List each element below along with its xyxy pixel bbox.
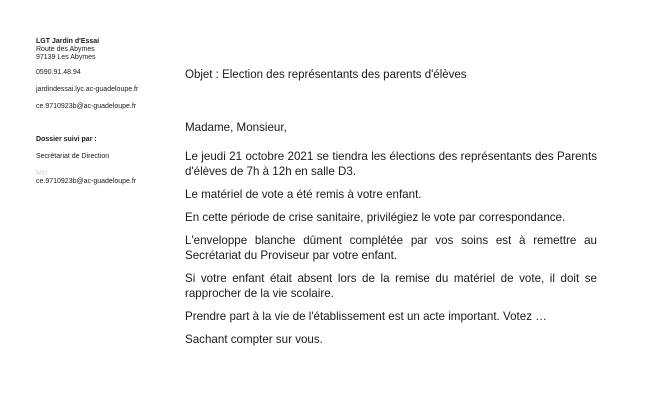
school-name: LGT Jardin d'Essai: [36, 38, 100, 45]
contact-email: ce.9710923b@ac-guadeloupe.fr: [36, 178, 137, 185]
email: ce.9710923b@ac-guadeloupe.fr: [36, 103, 137, 110]
address-line-1: Route des Abymes: [36, 46, 95, 53]
closing-line: Sachant compter sur vous.: [185, 333, 323, 346]
followed-by-label: Dossier suivi par :: [36, 136, 97, 143]
followed-by-value: Secrétariat de Direction: [36, 153, 110, 160]
address-line-2: 97139 Les Abymes: [36, 54, 96, 61]
paragraph: L'enveloppe blanche dûment complétée par vos soins est à remettre au Secrétariat du Proviseur par votre enfant.: [185, 234, 597, 262]
letter-subject: Objet : Election des représentants des parents d'élèves: [185, 69, 467, 81]
letter-body: [185, 120, 597, 347]
faint-label: Mel: [36, 170, 48, 177]
paragraph: Si votre enfant était absent lors de la remise du matériel de vote, il doit se rapprocher de la vie scolaire.: [185, 272, 597, 300]
website: jardindessai.lyc.ac-guadeloupe.fr: [36, 86, 139, 93]
paragraph: Prendre part à la vie de l'établissement est un acte important. Votez …: [185, 310, 547, 323]
salutation: Madame, Monsieur,: [185, 121, 287, 134]
paragraph: En cette période de crise sanitaire, privilégiez le vote par correspondance.: [185, 211, 566, 224]
paragraph: Le matériel de vote a été remis à votre enfant.: [185, 188, 422, 201]
phone-number: 0590.91.48.94: [36, 69, 81, 76]
sender-block: [36, 38, 166, 186]
paragraph: Le jeudi 21 octobre 2021 se tiendra les élections des représentants des Parents d'élèves de 7h à 12h en salle D3.: [185, 150, 597, 178]
